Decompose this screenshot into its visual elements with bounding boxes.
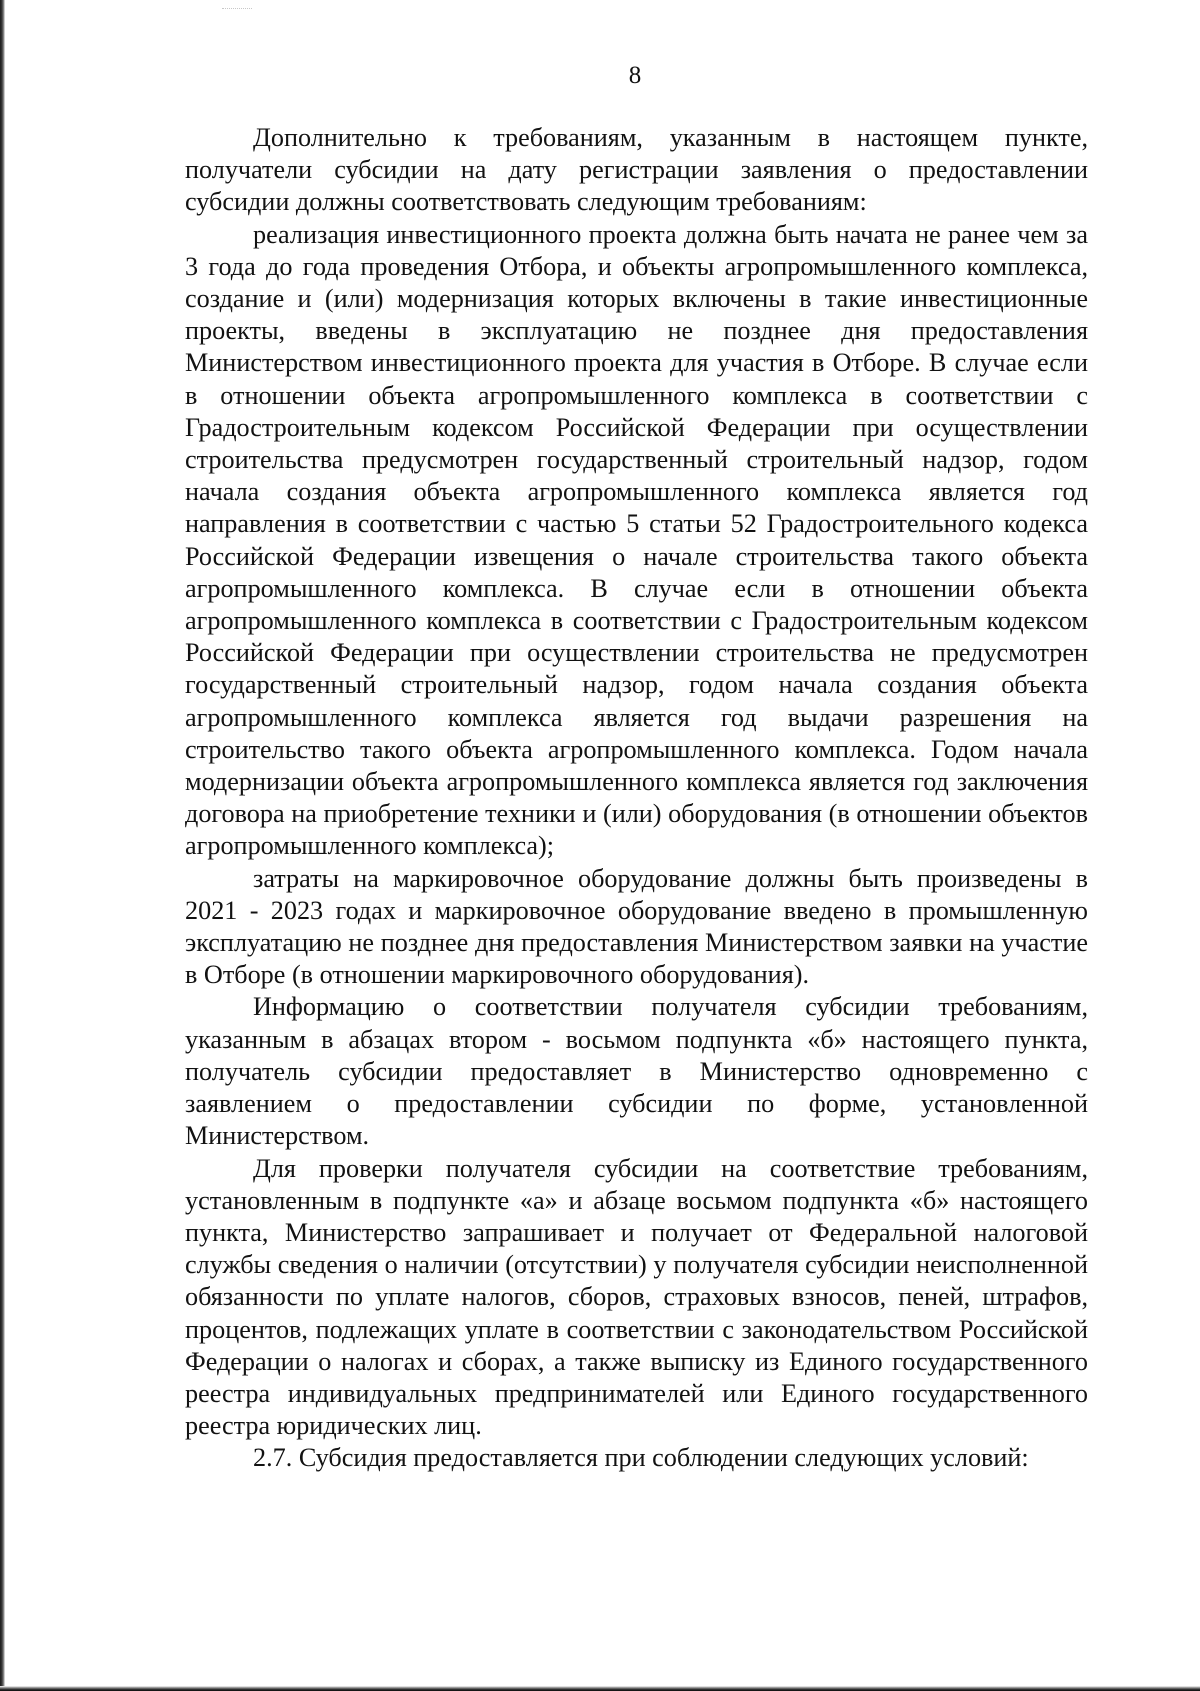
scan-left-edge <box>0 0 5 1691</box>
paragraph-investment-project: реализация инвестиционного проекта должна быть начата не ранее чем за 3 года до года проведения Отбора, и объекты агропромышленного комплекса, создание и (или) модернизация которых включены в такие инвестиционные проекты, введены в эксплуатацию не позднее дня предоставления Министерством инвестиционного проекта для участия в Отборе. В случае если в отношении объекта агропромышленного комплекса в соответствии с Градостроительным кодексом Российской Федерации при осуществлении строительства предусмотрен государственный строительный надзор, годом начала создания объекта агропромышленного комплекса является год направления в соответствии с частью 5 статьи 52 Градостроительного кодекса Российской Федерации извещения о начале строительства такого объекта агропромышленного комплекса. В случае если в отношении объекта агропромышленного комплекса в соответствии с Градостроительным кодексом Российской Федерации при осуществлении строительства не предусмотрен государственный строительный надзор, годом начала создания объекта агропромышленного комплекса является год выдачи разрешения на строительство такого объекта агропромышленного комплекса. Годом начала модернизации объекта агропромышленного комплекса является год заключения договора на приобретение техники и (или) оборудования (в отношении объектов агропромышленного комплекса); <box>185 219 1088 861</box>
paragraph-marking-equipment: затраты на маркировочное оборудование должны быть произведены в 2021 - 2023 годах и маркировочное оборудование введено в промышленную эксплуатацию не позднее дня предоставления Министерством заявки на участие в Отборе (в отношении маркировочного оборудования). <box>185 863 1088 990</box>
scan-speck <box>222 8 252 12</box>
paragraph-verification: Для проверки получателя субсидии на соответствие требованиям, установленным в подпункте «а» и абзаце восьмом подпункта «б» настоящего пункта, Министерство запрашивает и получает от Федеральной налоговой службы сведения о наличии (отсутствии) у получателя субсидии неисполненной обязанности по уплате налогов, сборов, страховых взносов, пеней, штрафов, процентов, подлежащих уплате в соответствии с законодательством Российской Федерации о налогах и сборах, а также выписку из Единого государственного реестра индивидуальных предпринимателей или Единого государственного реестра юридических лиц. <box>185 1153 1088 1441</box>
paragraph-section-2-7: 2.7. Субсидия предоставляется при соблюдении следующих условий: <box>253 1443 1029 1473</box>
page-number: 8 <box>628 62 642 89</box>
document-body <box>185 122 1088 1475</box>
scan-bottom-edge <box>0 1686 1200 1691</box>
paragraph-compliance-info: Информацию о соответствии получателя субсидии требованиям, указанным в абзацах втором - восьмом подпункта «б» настоящего пункта, получатель субсидии предоставляет в Министерство одновременно с заявлением о предоставлении субсидии по форме, установленной Министерством. <box>185 992 1088 1151</box>
paragraph-additional-requirements: Дополнительно к требованиям, указанным в настоящем пункте, получатели субсидии на дату регистрации заявления о предоставлении субсидии должны соответствовать следующим требованиям: <box>185 123 1088 217</box>
